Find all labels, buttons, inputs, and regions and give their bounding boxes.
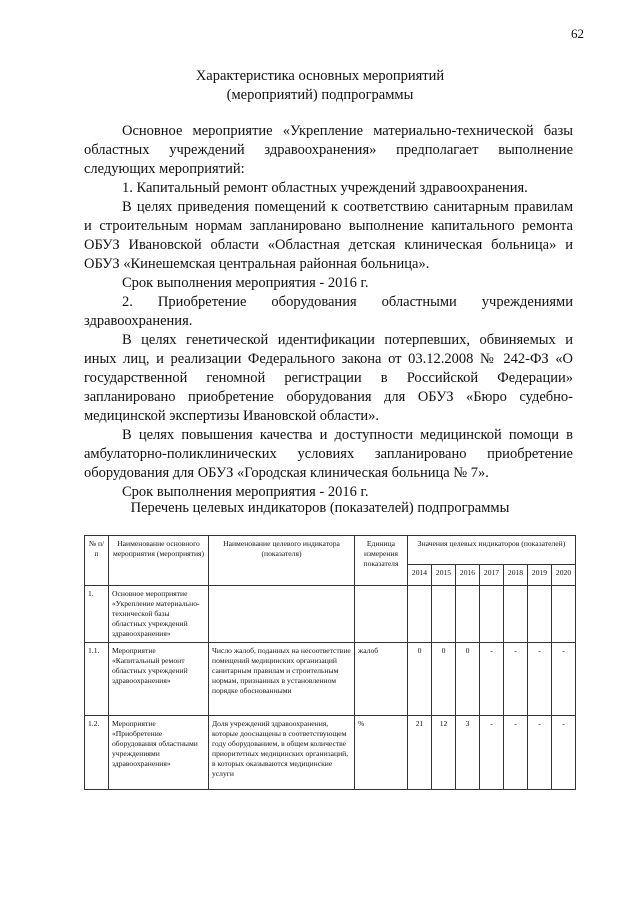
row-value (456, 586, 480, 643)
paragraph: Срок выполнения мероприятия - 2016 г. (122, 484, 369, 500)
paragraph: 2. Приобретение оборудования областными учреждениями здравоохранения. (84, 294, 573, 329)
paragraph: В целях повышения качества и доступности медицинской помощи в амбулаторно-поликлинических условиях запланировано приобретение оборудования для ОБУЗ «Городская клиническая больница № 7». (84, 427, 573, 481)
row-value: 0 (456, 643, 480, 716)
year-cell: 2016 (456, 565, 480, 586)
year-cell: 2015 (432, 565, 456, 586)
year-cell: 2017 (480, 565, 504, 586)
table-row (85, 643, 576, 716)
header-indicator: Наименование целевого индикатора (показателя) (209, 536, 355, 586)
header-unit: Единица измерения показателя (355, 536, 408, 586)
row-value: - (480, 716, 504, 790)
row-event: Мероприятие «Приобретение оборудования областными учреждениями здравоохранения» (109, 716, 209, 790)
row-value: - (552, 716, 576, 790)
row-value (480, 586, 504, 643)
row-value: - (528, 643, 552, 716)
row-unit: жалоб (355, 643, 408, 716)
row-event: Мероприятие «Капитальный ремонт областных учреждений здравоохранения» (109, 643, 209, 716)
year-cell: 2014 (408, 565, 432, 586)
indicators-table (84, 535, 576, 790)
title-line-2: (мероприятий) подпрограммы (226, 87, 414, 103)
page-title (0, 67, 640, 105)
header-values: Значения целевых индикаторов (показателей) (408, 536, 576, 565)
row-unit (355, 586, 408, 643)
row-value (528, 586, 552, 643)
row-value: 0 (432, 643, 456, 716)
row-value (504, 586, 528, 643)
row-indicator (209, 586, 355, 643)
row-indicator: Число жалоб, поданных на несоответствие помещений медицинских организаций санитарным правилам и строительным нормам, признанных в установленном порядке обоснованными (209, 643, 355, 716)
paragraph: Основное мероприятие «Укрепление материально-технической базы областных учреждений здравоохранения» предполагает выполнение следующих мероприятий: (84, 123, 573, 177)
table-header-row (85, 536, 576, 565)
row-value: - (552, 643, 576, 716)
header-event: Наименование основного мероприятия (мероприятия) (109, 536, 209, 586)
paragraph: Срок выполнения мероприятия - 2016 г. (122, 275, 369, 291)
year-cell: 2019 (528, 565, 552, 586)
row-value: - (504, 643, 528, 716)
paragraph: В целях генетической идентификации потерпевших, обвиняемых и иных лиц, и реализации Федерального закона от 03.12.2008 № 242-ФЗ «О государственной геномной регистрации в Российской Федерации» запланировано приобретение оборудования для ОБУЗ «Бюро судебно-медицинской экспертизы Ивановской области». (84, 332, 573, 424)
row-value (432, 586, 456, 643)
row-unit: % (355, 716, 408, 790)
page-number: 62 (571, 26, 584, 41)
row-value: 12 (432, 716, 456, 790)
row-num: 1.1. (85, 643, 109, 716)
year-cell: 2018 (504, 565, 528, 586)
paragraph: 1. Капитальный ремонт областных учреждений здравоохранения. (122, 180, 528, 196)
title-line-1: Характеристика основных мероприятий (195, 68, 445, 84)
row-num: 1.2. (85, 716, 109, 790)
row-value: 21 (408, 716, 432, 790)
row-event: Основное мероприятие «Укрепление материально-технической базы областных учреждений здравоохранения» (109, 586, 209, 643)
row-value: 0 (408, 643, 432, 716)
row-num: 1. (85, 586, 109, 643)
row-value (552, 586, 576, 643)
row-value: - (480, 643, 504, 716)
row-value: - (528, 716, 552, 790)
body-text (84, 122, 573, 502)
table-row (85, 716, 576, 790)
year-cell: 2020 (552, 565, 576, 586)
table-row (85, 586, 576, 643)
header-num: № п/п (85, 536, 109, 586)
row-value: - (504, 716, 528, 790)
row-indicator: Доля учреждений здравоохранения, которые дооснащены в соответствующем году оборудованием, в общем количестве приоритетных медицинских организаций, в которых оказываются медицинские услуги (209, 716, 355, 790)
paragraph: В целях приведения помещений к соответствию санитарным правилам и строительным нормам запланировано выполнение капитального ремонта ОБУЗ Ивановской области «Областная детская клиническая больница» и ОБУЗ «Кинешемская центральная районная больница». (84, 199, 573, 272)
table-title: Перечень целевых индикаторов (показателей) подпрограммы (130, 500, 510, 516)
row-value: 3 (456, 716, 480, 790)
row-value (408, 586, 432, 643)
